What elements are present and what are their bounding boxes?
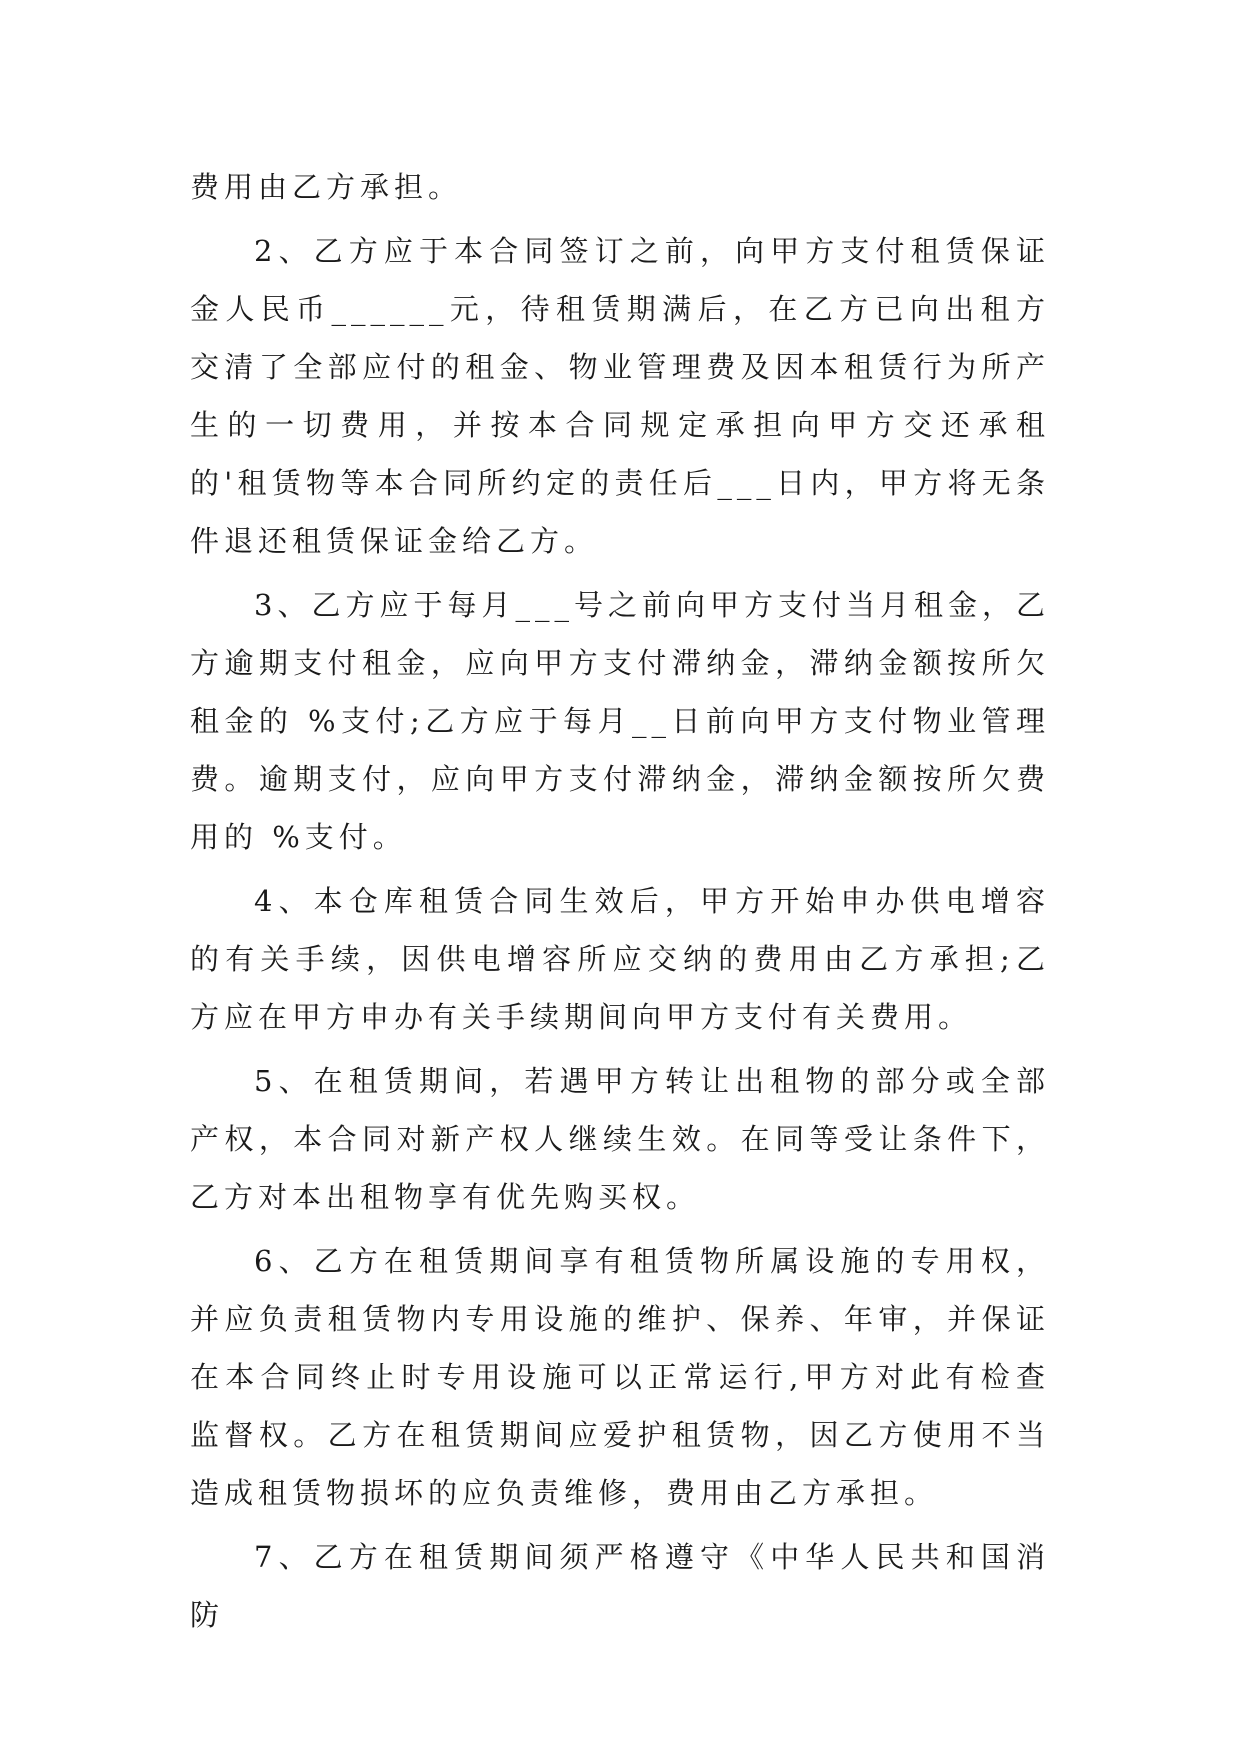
document-body	[190, 158, 1050, 1644]
paragraph-clause-7: 7、乙方在租赁期间须严格遵守《中华人民共和国消防	[190, 1540, 1050, 1632]
paragraph-clause-5: 5、在租赁期间，若遇甲方转让出租物的部分或全部产权，本合同对新产权人继续生效。在同等受让条件下，乙方对本出租物享有优先购买权。	[190, 1064, 1050, 1214]
paragraph-clause-6: 6、乙方在租赁期间享有租赁物所属设施的专用权，并应负责租赁物内专用设施的维护、保养、年审，并保证在本合同终止时专用设施可以正常运行,甲方对此有检查监督权。乙方在租赁期间应爱护租赁物，因乙方使用不当造成租赁物损坏的应负责维修，费用由乙方承担。	[190, 1244, 1050, 1510]
paragraph-continuation: 费用由乙方承担。	[190, 170, 463, 204]
paragraph-clause-2: 2、乙方应于本合同签订之前，向甲方支付租赁保证金人民币______元，待租赁期满后，在乙方已向出租方交清了全部应付的租金、物业管理费及因本租赁行为所产生的一切费用，并按本合同规定承担向甲方交还承租的'租赁物等本合同所约定的责任后___日内，甲方将无条件退还租赁保证金给乙方。	[190, 234, 1050, 558]
paragraph-clause-3: 3、乙方应于每月___号之前向甲方支付当月租金，乙方逾期支付租金，应向甲方支付滞纳金，滞纳金额按所欠租金的 %支付;乙方应于每月__日前向甲方支付物业管理费。逾期支付，应向甲方支付滞纳金，滞纳金额按所欠费用的 %支付。	[190, 588, 1050, 854]
paragraph-clause-4: 4、本仓库租赁合同生效后，甲方开始申办供电增容的有关手续，因供电增容所应交纳的费用由乙方承担;乙方应在甲方申办有关手续期间向甲方支付有关费用。	[190, 884, 1050, 1034]
